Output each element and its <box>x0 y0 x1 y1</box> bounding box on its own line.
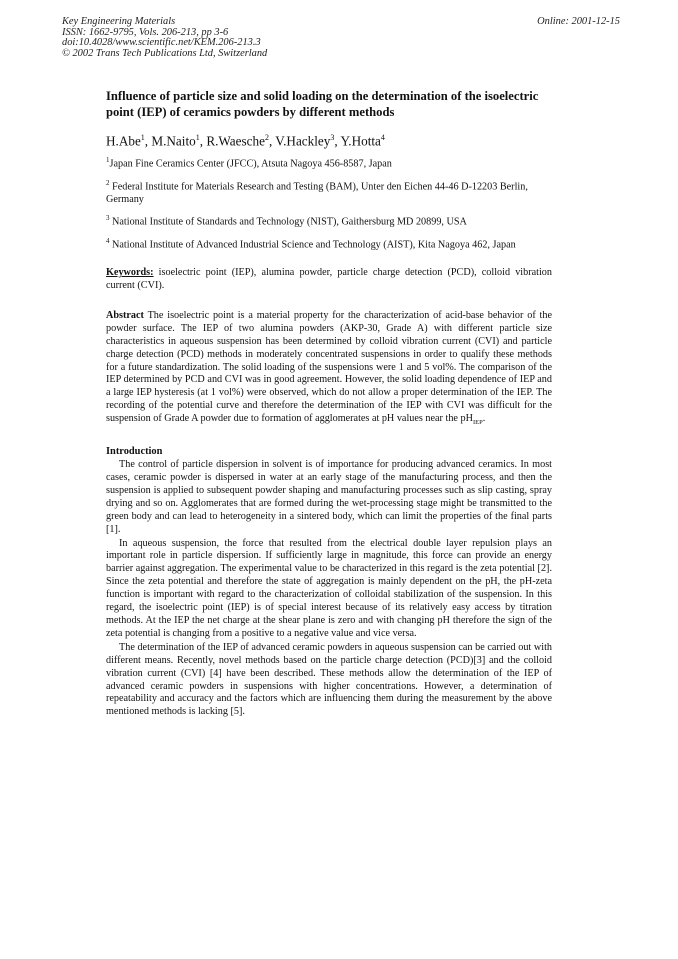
author-affiliation-mark: 4 <box>380 133 385 142</box>
introduction-paragraph: In aqueous suspension, the force that resulted from the electrical double layer repulsion plays an important role in particle dispersion. If sufficiently large in magnitude, this force can provide an energy barrier against aggregation. The experimental value to be characterized in this regard is the zeta potential [2]. Since the zeta potential and therefore the state of aggregation is mainly dependent on the pH, the pH-zeta function is important with regard to the characterization of colloidal stabilization of the suspension. In this regard, the isoelectric point (IEP) is of special interest because of its relatively easy access by titration methods. At the IEP the net charge at the shear plane is zero and with changing pH therefore the sign of the zeta potential is changing from a positive to a negative value and vice versa. <box>106 537 552 639</box>
author-name: V.Hackley <box>275 133 331 149</box>
author-affiliation-mark: 2 <box>264 133 269 142</box>
affiliation <box>106 235 552 251</box>
affiliation <box>106 154 552 170</box>
abstract-end: . <box>482 413 486 425</box>
affiliation-text: National Institute of Standards and Technology (NIST), Gaithersburg MD 20899, USA <box>109 216 467 228</box>
affiliation-text: Japan Fine Ceramics Center (JFCC), Atsuta Nagoya 456-8587, Japan <box>109 158 392 170</box>
paper-title: Influence of particle size and solid loading on the determination of the isoelectric point (IEP) of ceramics powders by different methods <box>106 89 539 119</box>
affiliation-number: 1 <box>106 156 110 165</box>
abstract-subscript: IEP <box>472 419 483 427</box>
author-name: H.Abe <box>106 133 141 149</box>
affiliation-number: 3 <box>106 214 110 223</box>
author-list: H.Abe$^1$, M.Naito$^1$, R.Waesche$^2$, V.Hackley$^3$, Y.Hotta$^4$ <box>106 133 385 149</box>
author-name: R.Waesche <box>206 133 265 149</box>
affiliation-number: 2 <box>106 178 110 187</box>
author-affiliation-mark: 3 <box>330 133 335 142</box>
author-name: M.Naito <box>151 133 196 149</box>
abstract-text: The isoelectric point is a material property for the characterization of acid-base behavior of the powder surface. The IEP of two alumina powders (AKP-30, Grade A) with different particle size characteristics in aqueous suspension has been determined by colloid vibration current (CVI) and particle charge detection (PCD) methods in moderately concentrated suspensions in order to qualify these methods for a future standardization. The solid loading of the suspensions were 1 and 5 vol%. The comparison of the IEP determined by PCD and CVI was in good agreement. However, the solid loading dependence of IEP and a large IEP hysteresis (at 1 vol%) were observed, which do not allow a proper determination of the IEP. The recording of the potential curve and therefore the determination of the IEP with CVI was difficult for the suspension of Grade A powder due to formation of agglomerates at pH values near the pH <box>106 309 552 425</box>
journal-name: Key Engineering Materials <box>62 16 176 27</box>
issn-line: ISSN: 1662-9795, Vols. 206-213, pp 3-6 <box>62 26 229 38</box>
affiliation-text: National Institute of Advanced Industrial Science and Technology (AIST), Kita Nagoya 462, Japan <box>109 238 516 250</box>
abstract-label: Abstract <box>106 309 144 321</box>
copyright-line: © 2002 Trans Tech Publications Ltd, Switzerland <box>62 47 268 59</box>
introduction-paragraph: The control of particle dispersion in solvent is of importance for producing advanced ceramics. In most cases, ceramic powder is dispersed in water at an early stage of the manufacturing process, and then the suspension is applied to subsequent powder shaping and manufacturing processes such as slip casting, spray drying and so on. Agglomerates that are formed during the wet-processing stage might be transmitted to the green body and can lead to heterogeneity in a sintered body, which can limit the properties of the final parts [1]. <box>106 459 552 535</box>
affiliation-text: Federal Institute for Materials Research and Testing (BAM), Unter den Eichen 44-46 D-12203 Berlin, Germany <box>106 181 528 206</box>
affiliation <box>106 177 552 206</box>
affiliation-number: 4 <box>106 236 110 245</box>
introduction-paragraph: The determination of the IEP of advanced ceramic powders in aqueous suspension can be carried out with different means. Recently, novel methods based on the particle charge detection (PCD)[3] and the colloid vibration current (CVI) [4] have been described. These methods allow the determination of the IEP of advanced ceramic powders in suspensions with higher concentrations. However, a determination of repeatability and accuracy and the factors which are influencing them during the measurement by the above mentioned methods is lacking [5]. <box>106 641 552 718</box>
doi-link[interactable]: doi:10.4028/www.scientific.net/KEM.206-213.3 <box>62 37 261 49</box>
author-name: Y.Hotta <box>340 133 381 149</box>
keywords-label: Keywords: <box>106 266 154 278</box>
keywords-section <box>106 266 552 293</box>
article-body <box>106 88 552 719</box>
author-affiliation-mark: 1 <box>195 133 200 142</box>
abstract-section <box>106 310 552 430</box>
introduction-heading: Introduction <box>106 446 163 458</box>
online-date: Online: 2001-12-15 <box>537 16 620 27</box>
author-affiliation-mark: 1 <box>140 133 145 142</box>
page-header <box>62 17 620 59</box>
keywords-text: isoelectric point (IEP), alumina powder, particle charge detection (PCD), colloid vibration current (CVI). <box>106 266 552 292</box>
affiliation <box>106 212 552 228</box>
